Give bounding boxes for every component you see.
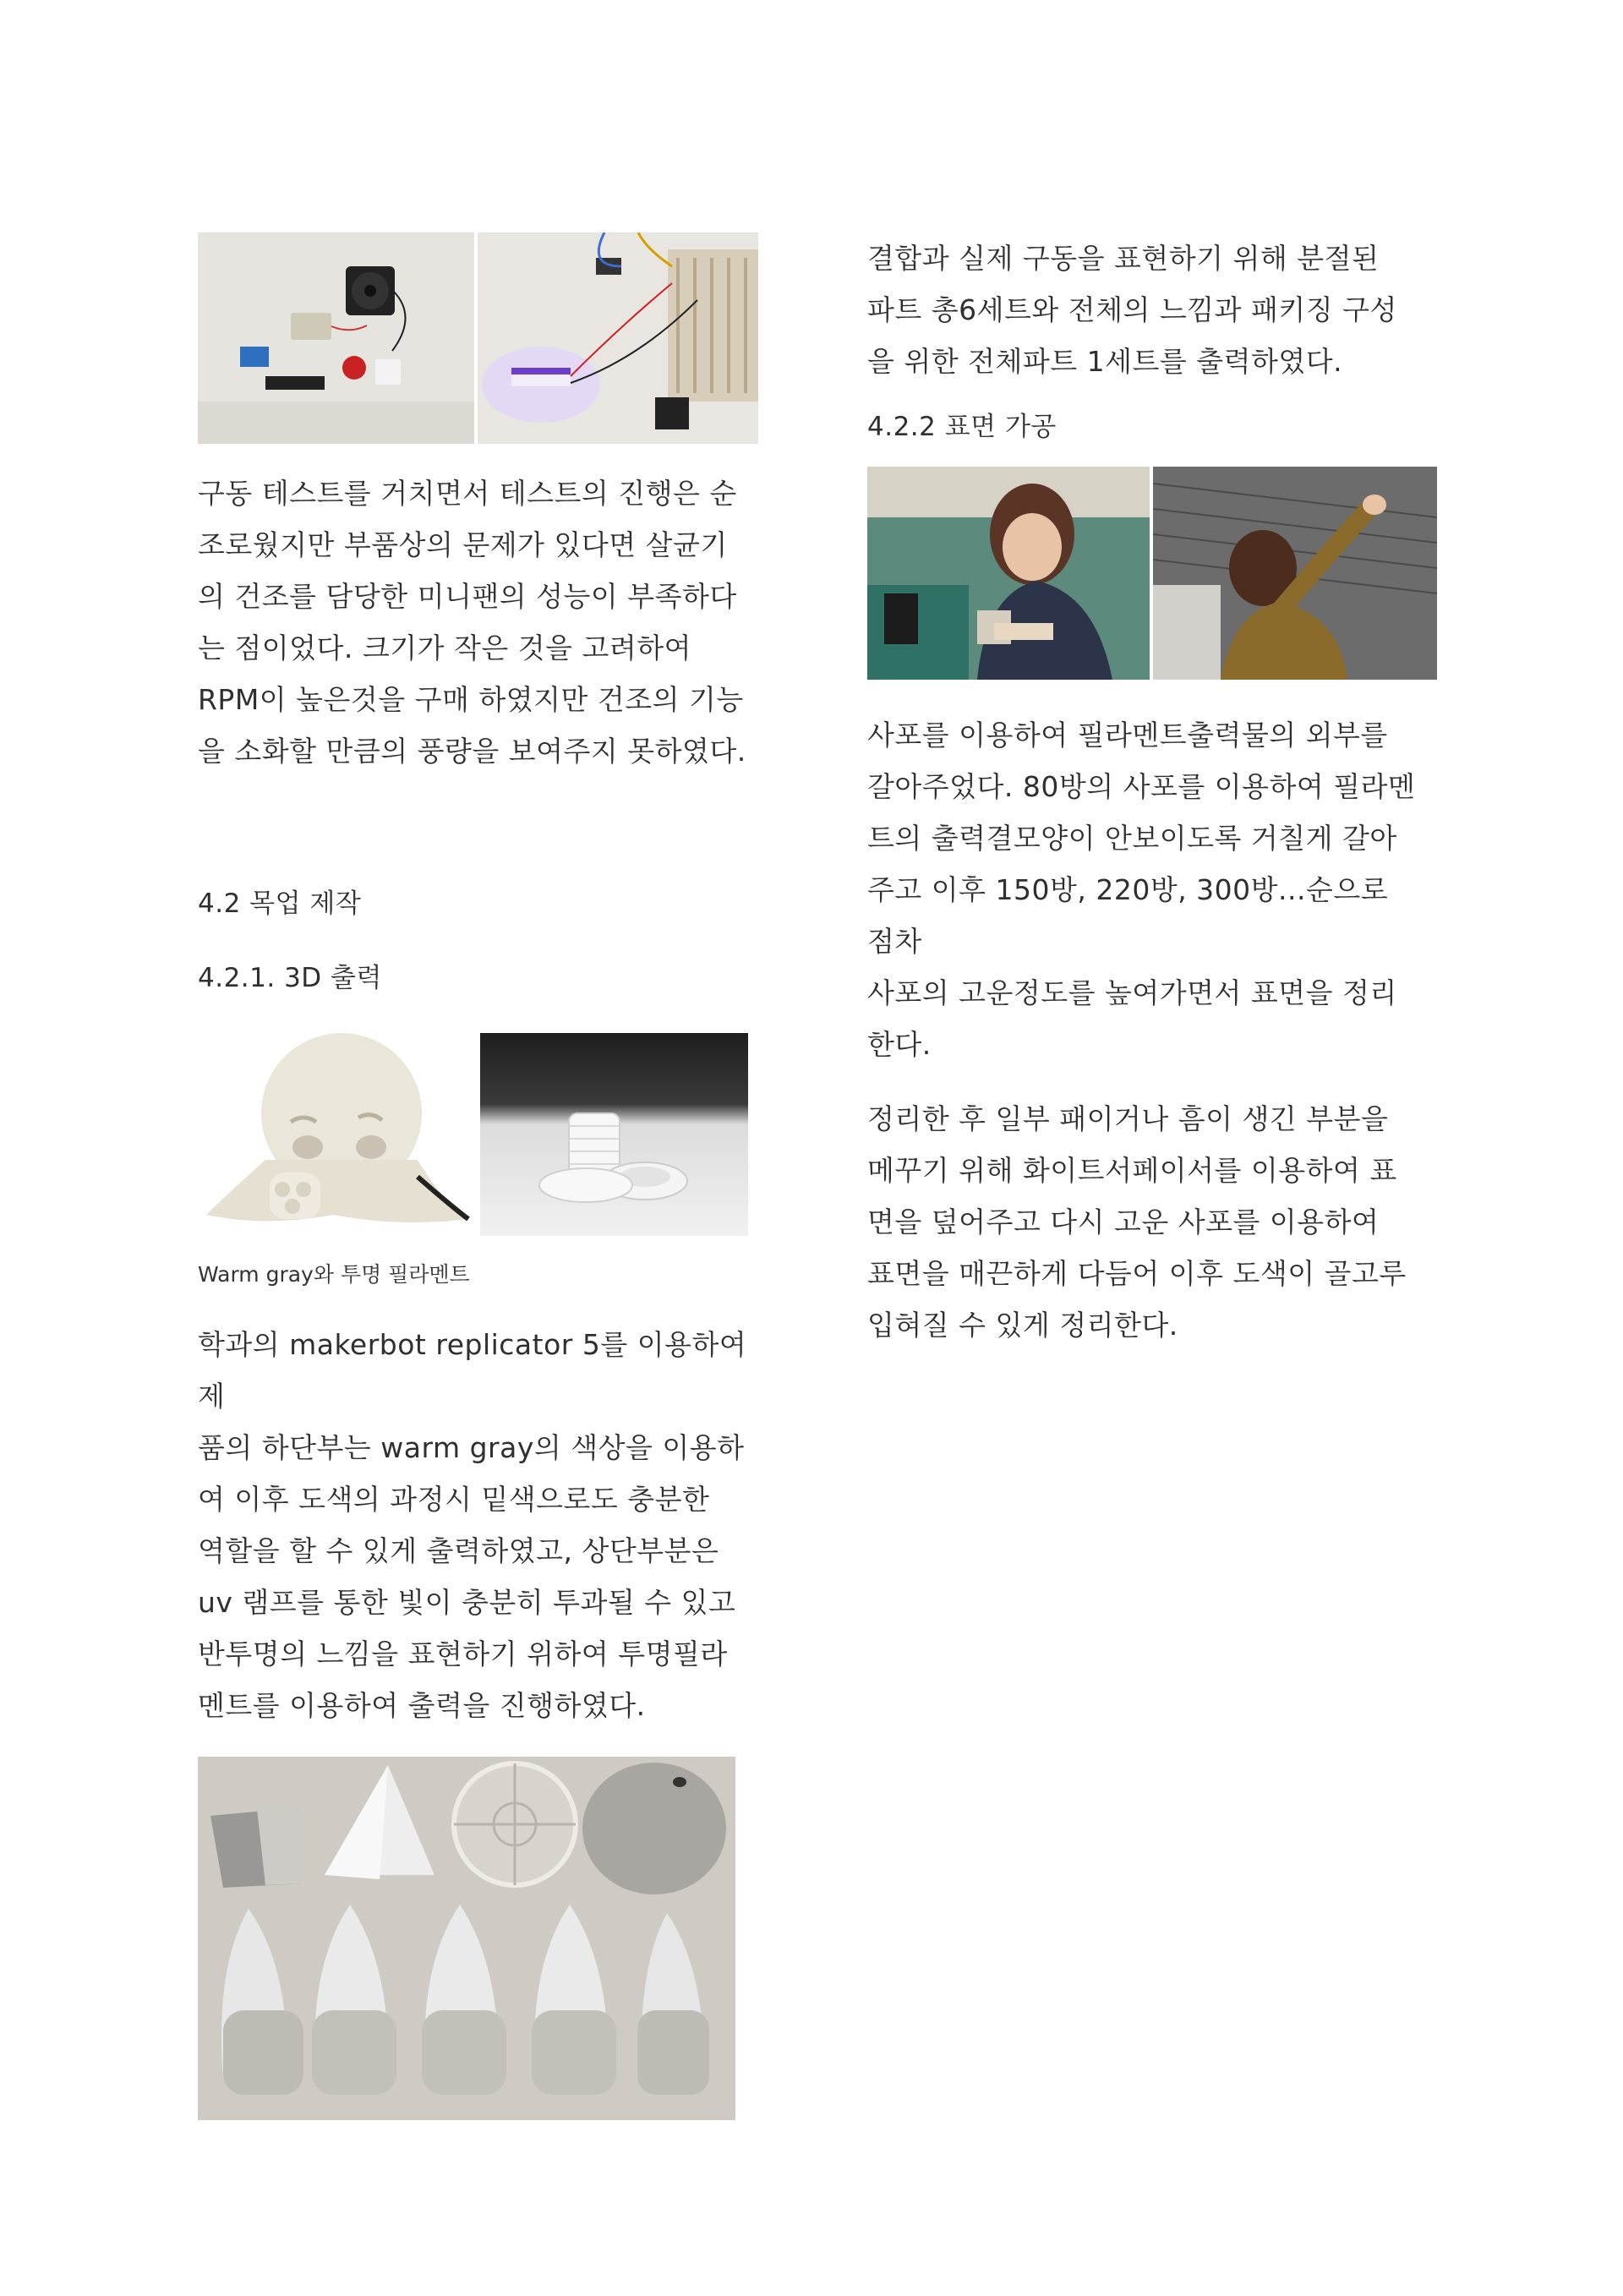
sanding-photo-2: [1153, 467, 1437, 680]
section-heading-4-2: 4.2 목업 제작: [198, 888, 362, 919]
fan-test-paragraph: [198, 467, 773, 777]
3d-print-paragraph: [198, 1319, 773, 1731]
section-heading-4-2-2: 4.2.2 표면 가공: [867, 412, 1057, 442]
text-line: 주고 이후 150방, 220방, 300방...순으로 점차: [867, 873, 1389, 958]
sanding-photos-row: [867, 467, 1442, 680]
sanding-paragraph: [867, 709, 1442, 1070]
text-line: 학과의 makerbot replicator 5를 이용하여 제: [198, 1328, 747, 1413]
text-line: 조로웠지만 부품상의 문제가 있다면 살균기: [198, 528, 728, 561]
text-line: 멘트를 이용하여 출력을 진행하였다.: [198, 1689, 646, 1722]
text-line: 입혀질 수 있게 정리한다.: [867, 1309, 1178, 1342]
component-photos-row: [198, 232, 773, 444]
text-line: 파트 총6세트와 전체의 느낌과 패키징 구성: [867, 293, 1397, 326]
electronic-parts-photo: [198, 232, 474, 444]
octopus-print-photo: [198, 1033, 472, 1236]
text-line: 반투명의 느낌을 표현하기 위하여 투명필라: [198, 1637, 728, 1670]
text-line: 역할을 할 수 있게 출력하였고, 상단부분은: [198, 1534, 719, 1567]
text-line: 한다.: [867, 1028, 932, 1061]
print-sets-paragraph: [867, 232, 1442, 387]
printed-parts-photo: [198, 1757, 735, 2120]
print-samples-row: [198, 1033, 773, 1236]
surfacer-paragraph: [867, 1093, 1442, 1351]
section-heading-4-2-1: 4.2.1. 3D 출력: [198, 963, 382, 993]
text-line: 구동 테스트를 거치면서 테스트의 진행은 순: [198, 477, 737, 510]
text-line: 결합과 실제 구동을 표현하기 위해 분절된: [867, 242, 1380, 275]
text-line: 의 건조를 담당한 미니팬의 성능이 부족하다: [198, 580, 737, 613]
left-column: [198, 232, 773, 2120]
text-line: 을 소화할 만큼의 풍량을 보여주지 못하였다.: [198, 735, 746, 768]
text-line: 정리한 후 일부 패이거나 흠이 생긴 부분을: [867, 1102, 1389, 1135]
text-line: 면을 덮어주고 다시 고운 사포를 이용하여: [867, 1205, 1380, 1238]
sanding-photo-1: [867, 467, 1150, 680]
text-line: 표면을 매끈하게 다듬어 이후 도색이 골고루: [867, 1257, 1407, 1290]
text-line: 을 위한 전체파트 1세트를 출력하였다.: [867, 345, 1343, 378]
text-line: 사포의 고운정도를 높여가면서 표면을 정리: [867, 976, 1397, 1009]
text-line: 메꾸기 위해 화이트서페이서를 이용하여 표: [867, 1154, 1397, 1187]
text-line: uv 램프를 통한 빛이 충분히 투과될 수 있고: [198, 1586, 736, 1619]
circuit-test-photo: [478, 232, 758, 444]
text-line: 사포를 이용하여 필라멘트출력물의 외부를: [867, 719, 1388, 752]
transparent-print-photo: [480, 1033, 748, 1236]
text-line: 품의 하단부는 warm gray의 색상을 이용하: [198, 1431, 745, 1464]
text-line: 갈아주었다. 80방의 사포를 이용하여 필라멘: [867, 770, 1416, 803]
right-column: [867, 232, 1442, 1351]
text-line: 는 점이었다. 크기가 작은 것을 고려하여: [198, 631, 691, 664]
text-line: RPM이 높은것을 구매 하였지만 건조의 기능: [198, 683, 744, 716]
image-caption: Warm gray와 투명 필라멘트: [198, 1262, 470, 1287]
text-line: 트의 출력결모양이 안보이도록 거칠게 갈아: [867, 822, 1397, 855]
text-line: 여 이후 도색의 과정시 밑색으로도 충분한: [198, 1483, 710, 1516]
